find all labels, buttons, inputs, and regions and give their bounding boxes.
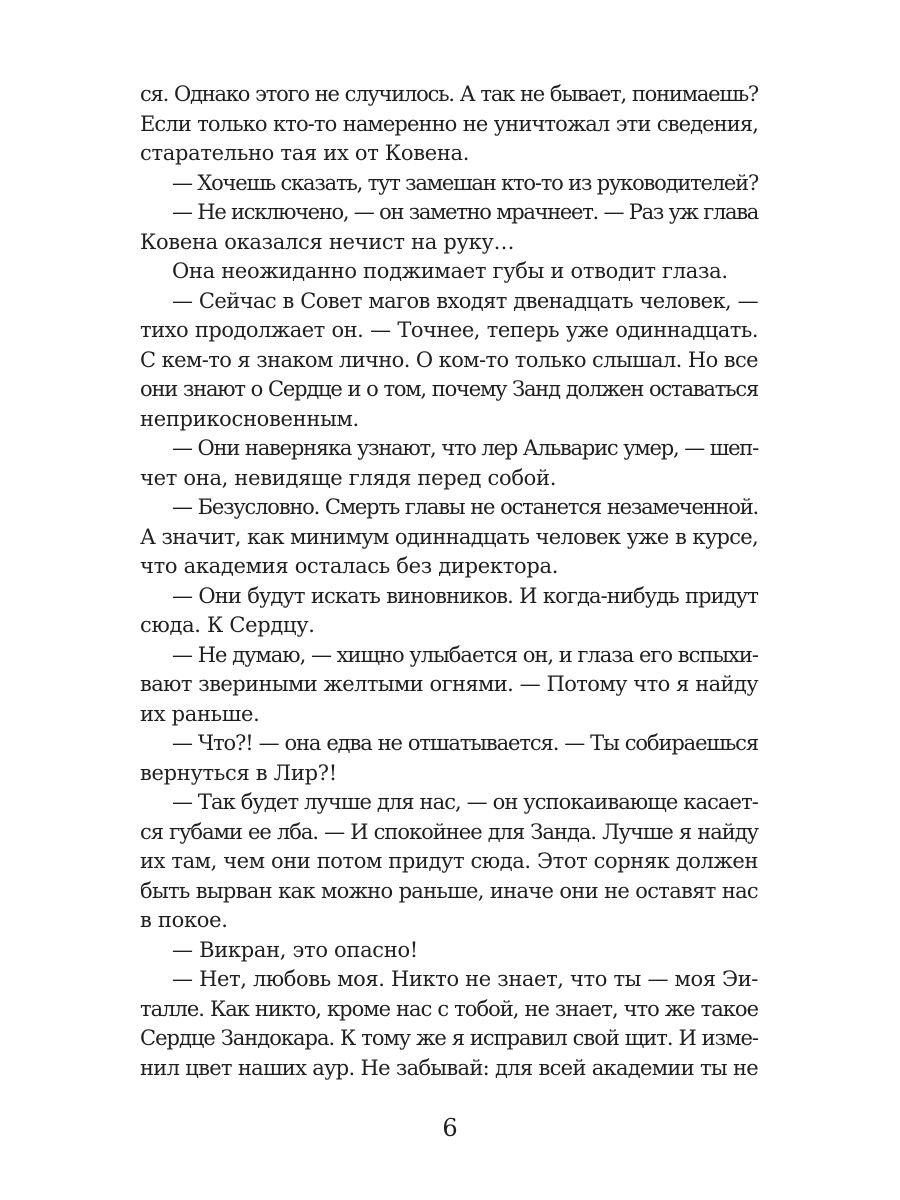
text-line: — Так будет лучше для нас, — он успокаивающе касает- [172, 790, 758, 814]
text-line: в покое. [140, 908, 228, 932]
text-line: — Хочешь сказать, тут замешан кто-то из руководителей? [172, 170, 758, 195]
text-line: вают звериными желтыми огнями. — Потому что я найду [140, 672, 758, 696]
text-line: неприкосновенным. [140, 406, 359, 431]
text-line: — Что?! — она едва не отшатывается. — Ты собираешься [172, 731, 758, 755]
text-line: нил цвет наших аур. Не забывай: для всей академии ты не [140, 1055, 758, 1080]
text-line: С кем-то я знаком лично. О ком-то только слышал. Но все [140, 347, 758, 372]
text-line: они знают о Сердце и о том, почему Занд должен оставаться [140, 377, 758, 401]
body-text [140, 80, 758, 1083]
text-line: Ковена оказался нечист на руку… [140, 229, 515, 254]
text-line: талле. Как никто, кроме нас с тобой, не знает, что же такое [140, 996, 758, 1021]
text-line: А значит, как минимум одиннадцать человек уже в курсе, [140, 524, 758, 549]
text-line: — Не думаю, — хищно улыбается он, и глаза его вспыхи- [172, 642, 758, 667]
text-line: — Викран, это опасно! [172, 937, 418, 962]
text-line: что академия осталась без директора. [140, 554, 559, 578]
text-line: — Сейчас в Совет магов входят двенадцать человек, — [172, 288, 758, 313]
text-line: сюда. К Сердцу. [140, 613, 315, 637]
text-line: их раньше. [140, 701, 260, 726]
text-line: — Они наверняка узнают, что лер Альварис умер, — шеп- [172, 436, 758, 460]
text-line: старательно тая их от Ковена. [140, 141, 470, 165]
text-line: быть вырван как можно раньше, иначе они не оставят нас [140, 878, 758, 903]
page-number: 6 [442, 1114, 458, 1142]
text-line: тихо продолжает он. — Точнее, теперь уже одиннадцать. [140, 318, 758, 342]
text-line: — Они будут искать виновников. И когда-нибудь придут [172, 583, 758, 608]
text-line: вернуться в Лир?! [140, 760, 337, 785]
text-line: — Нет, любовь моя. Никто не знает, что ты — моя Эи- [172, 967, 758, 991]
text-line: ся. Однако этого не случилось. А так не бывает, понимаешь? [140, 82, 758, 106]
text-line: чет она, невидяще глядя перед собой. [140, 465, 557, 490]
text-line: Если только кто-то намеренно не уничтожал эти сведения, [140, 111, 758, 136]
text-line: их там, чем они потом придут сюда. Этот сорняк должен [140, 849, 758, 873]
text-line: — Безусловно. Смерть главы не останется незамеченной. [172, 495, 758, 519]
text-line: ся губами ее лба. — И спокойнее для Занда. Лучше я найду [140, 819, 758, 844]
text-line: — Не исключено, — он заметно мрачнеет. — Раз уж глава [172, 200, 758, 224]
text-line: Сердце Зандокара. К тому же я исправил свой щит. И изме- [140, 1026, 758, 1050]
text-line: Она неожиданно поджимает губы и отводит глаза. [172, 259, 728, 283]
